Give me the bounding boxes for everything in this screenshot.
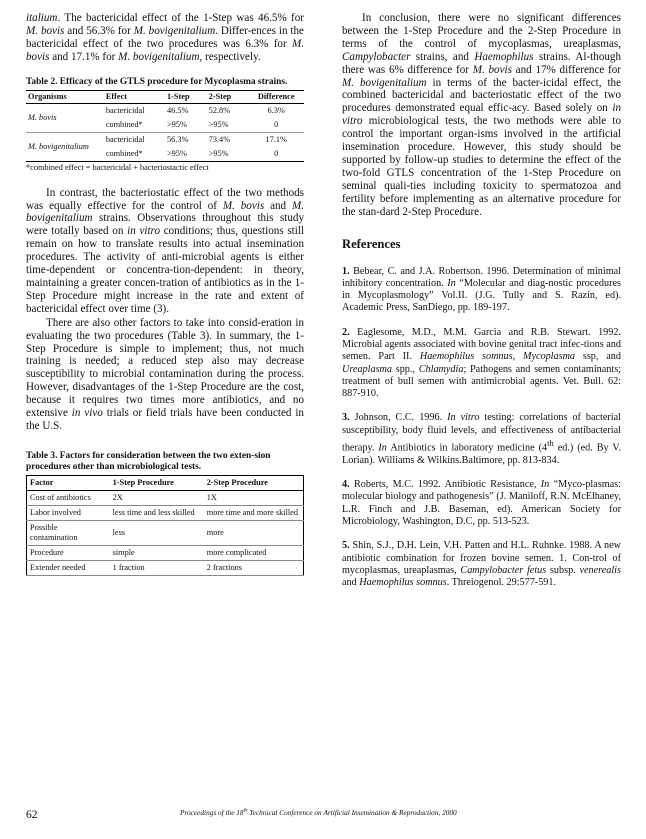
table3-cell: Possible contamination: [27, 520, 110, 545]
table2-effect: combined*: [105, 119, 143, 129]
table3-header: 2-Step Procedure: [204, 475, 304, 490]
table3-header-row: [27, 475, 304, 490]
body-paragraph: In contrast, the bacteriostatic effect of the two methods was equally effective for the control of M. bovis and M. bovigenitalium strains. Observations throughout this study were totally based on in vitro conditions; thus, questions still remain on how to translate results into actual insemination procedures. The activity of anti-microbial agents is either time-dependent or concentra-tion-dependent: in theory, maintaining a greater concen-tration of antibiotics as in the 1-Step Procedure might increase in the rate and extent of bactericidal effect over time (3).: [26, 186, 304, 315]
table2-footnote: *combined effect = bactericidal + bacteriostactic effect: [26, 162, 209, 172]
table3-cell: Extender needed: [27, 560, 110, 575]
table3-cell: 1 fraction: [110, 560, 204, 575]
table3-cell: less: [110, 520, 204, 545]
left-column: [26, 12, 304, 576]
table2-step2: 52.8%: [208, 105, 231, 115]
table2-effect: bactericidal: [104, 132, 165, 147]
table2-header: Difference: [248, 90, 304, 103]
table3-cell: 2X: [110, 490, 204, 505]
table3-cell: more time and more skilled: [204, 505, 304, 520]
table2-header: 2-Step: [207, 90, 249, 103]
table2-step2: >95%: [208, 148, 229, 158]
table3-cell: more complicated: [204, 545, 304, 560]
table3-body: [27, 490, 304, 575]
table3-cell: Procedure: [27, 545, 110, 560]
table-row: [27, 520, 304, 545]
table3: [26, 475, 304, 576]
running-footer: Proceedings of the 18th Technical Conference on Artificial Insemination & Reproduction, 2000: [180, 808, 457, 817]
table2-header-row: [26, 90, 304, 103]
table3-header: 1-Step Procedure: [110, 475, 204, 490]
table2-difference: 17.1%: [248, 132, 304, 147]
table-row: [27, 505, 304, 520]
table-row: [27, 490, 304, 505]
table2-step1: >95%: [166, 119, 187, 129]
table2-caption: Table 2. Efficacy of the GTLS procedure for Mycoplasma strains.: [26, 76, 288, 87]
reference-item: 5. Shin, S.J., D.H. Lein, V.H. Patten and H.L. Ruhnke. 1988. A new antibiotic combination for frozen bovine semen. 1. Con-trol of mycoplasmas, ureaplasmas, Campylobacter fetus subsp. venerealis and Haemophilus somnus. Threiogenol. 29:577-591.: [342, 540, 621, 589]
table2-effect: combined*: [105, 148, 143, 158]
table2: [26, 90, 304, 162]
table2-header: Organisms: [26, 90, 104, 103]
table2-step2: >95%: [208, 119, 229, 129]
reference-item: 2. Eaglesome, M.D., M.M. Garcia and R.B. Stewart. 1992. Microbial agents associated with bovine genital tract infec-tions and semen. Part II. Haemophilus somnus, Mycoplasma ssp, and Ureaplasma spp., Chlamydia; Pathogens and semen contaminants; treatment of bull semen with antimicrobial agents. Vet. Bull. 62: 887-910.: [342, 326, 621, 400]
table3-cell: Labor involved: [27, 505, 110, 520]
table2-effect: bactericidal: [105, 105, 145, 115]
table3-header: Factor: [27, 475, 110, 490]
table3-cell: 2 fractions: [204, 560, 304, 575]
table3-cell: 1X: [204, 490, 304, 505]
table3-cell: more: [204, 520, 304, 545]
table-row: [26, 132, 304, 147]
right-column: [342, 12, 621, 601]
table2-step1: 46.5%: [166, 105, 189, 115]
conclusion-paragraph: In conclusion, there were no significant differences between the 1-Step Procedure and the 2-Step Procedure in terms of the control of mycoplasmas, ureaplasmas, Campylobacter strains, and Haemophilus strains. Al-though there was 6% difference for M. bovis and 17% difference for M. bovigenitalium in terms of the bacter-icidal effect, the combined bactericidal and bacteriostatic effect of the two procedures demonstrated equal effic-acy. Based solely on in vitro microbiological tests, the two methods were able to control the important organ-isms involved in the artificial insemination procedure. However, this study should be supported by follow-up studies to determine the effect of the two-fold GTLS concentration of the 1-Step Procedure on seminal quali-ties including toxicity to spermatozoa and fertility before implementing as an alternative procedure for the stan-dard 2-Step Procedure.: [342, 12, 622, 218]
table2-step1: >95%: [166, 148, 187, 158]
table-row: [27, 545, 304, 560]
table2-organism: M. bovis: [28, 112, 57, 122]
reference-item: 4. Roberts, M.C. 1992. Antibiotic Resistance, In “Myco-plasmas: molecular biology and pathogenesis” (J. Maniloff, R.N. McElhaney, L.R. Finch and J.B. Baseman, ed). American Society for Microbiology, Washington, D.C, pp. 513-523.: [342, 479, 621, 527]
table3-caption: Table 3. Factors for consideration between the two exten-sion procedures other than microbiological tests.: [26, 450, 271, 472]
references-list: [342, 266, 621, 590]
table2-difference: 0: [274, 148, 279, 158]
table-row: [27, 560, 304, 575]
table2-header: Effect: [104, 90, 165, 103]
table3-cell: Cost of antibiotics: [27, 490, 110, 505]
table2-organism: M. bovigenitalium: [26, 132, 104, 161]
intro-paragraph: italium. The bactericidal effect of the 1-Step was 46.5% for M. bovis and 56.3% for M. bovigenitalium. Differ-ences in the bactericidal effect of the two procedures was 6.3% for M. bovis and 17.1% for M. bovigenitalium, respectively.: [26, 12, 304, 63]
table2-difference: 6.3%: [267, 105, 285, 115]
reference-item: 1. Bebear, C. and J.A. Robertson. 1996. Determination of minimal inhibitory concentration. In “Molecular and diag-nostic procedures in Mycoplasmology” Vol.II. (J.G. Tully and S. Razin, ed). Academic Press, SanDiego, pp. 189-197.: [342, 265, 621, 314]
table3-cell: simple: [110, 545, 204, 560]
reference-item: 3. Johnson, C.C. 1996. In vitro testing: correlations of bacterial susceptibility, body fluid levels, and effectiveness of antibacterial therapy. In Antibiotics in laboratory medicine (4th ed.) (ed. By V. Lorian). Williams & Wilkins.Baltimore, pp. 813-834.: [342, 412, 622, 466]
table2-step1: 56.3%: [165, 132, 207, 147]
page-number: 62: [26, 809, 38, 821]
table2-header: 1-Step: [165, 90, 207, 103]
references-heading: References: [342, 236, 401, 251]
table2-step2: 73.4%: [207, 132, 249, 147]
table2-difference: 0: [274, 119, 279, 129]
table-row: [26, 103, 304, 118]
body-paragraph: There are also other factors to take into consid-eration in evaluating the two procedures (Table 3). In summary, the 1-Step Procedure is simple to implement; thus, not much training is needed; a reduced step also may decrease susceptibility to microbial contamination during the process. However, disadvantages of the 1-Step Procedure are the cost, because it requires two times more antibiotics, and no extensive in vivo trials or field trials have been conducted in the U.S.: [26, 316, 304, 432]
table3-cell: less time and less skilled: [110, 505, 204, 520]
